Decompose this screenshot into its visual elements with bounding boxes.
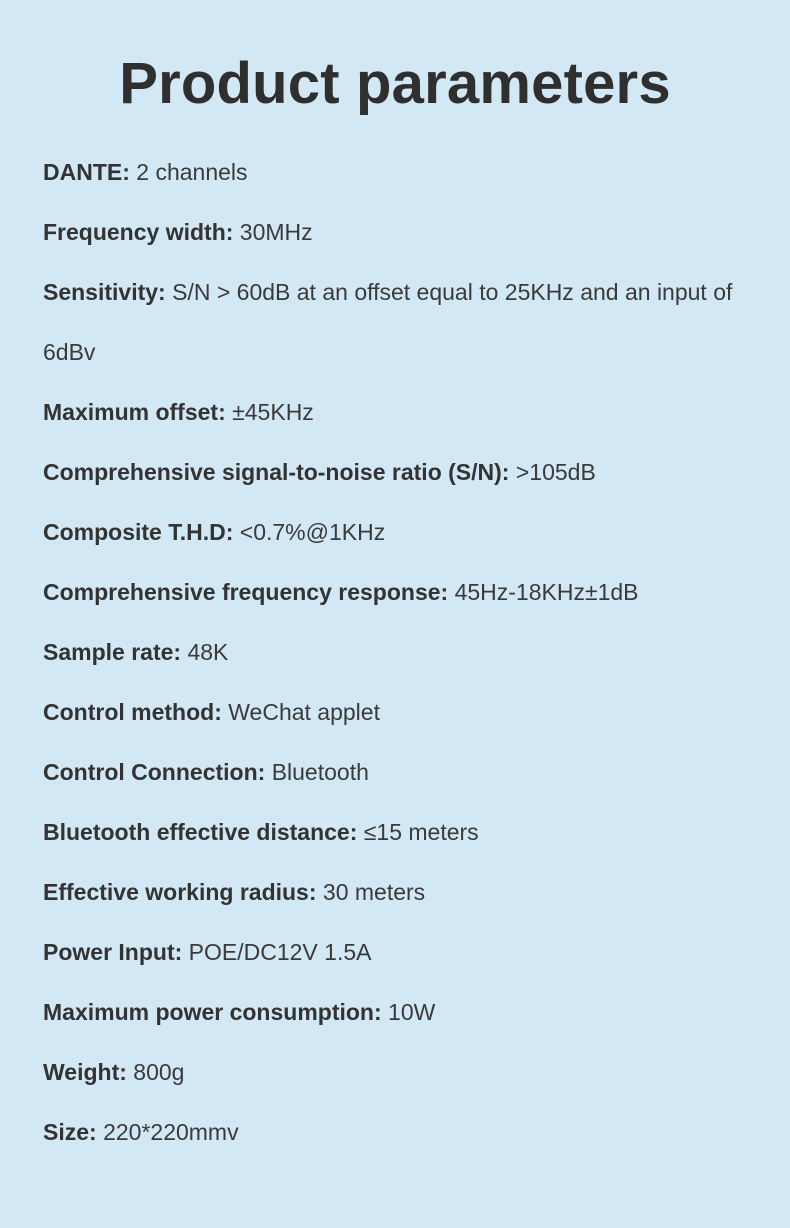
- param-value: 10W: [388, 999, 436, 1025]
- param-label: Weight:: [43, 1059, 127, 1085]
- param-label: Sample rate:: [43, 639, 182, 665]
- parameter-list: [43, 142, 768, 1162]
- param-value: WeChat applet: [228, 699, 380, 725]
- param-value: ±45KHz: [232, 399, 314, 425]
- param-size: [43, 1102, 768, 1162]
- param-frequency-width: [43, 202, 768, 262]
- param-label: Control method:: [43, 699, 222, 725]
- param-frequency-response: [43, 562, 768, 622]
- param-label: Size:: [43, 1119, 97, 1145]
- param-label: Control Connection:: [43, 759, 266, 785]
- param-label: Maximum offset:: [43, 399, 226, 425]
- param-value: >105dB: [515, 459, 596, 485]
- param-value: Bluetooth: [271, 759, 369, 785]
- param-bluetooth-distance: [43, 802, 768, 862]
- param-working-radius: [43, 862, 768, 922]
- param-value: S/N > 60dB at an offset equal to 25KHz and an input of 6dBv: [43, 279, 733, 365]
- param-sample-rate: [43, 622, 768, 682]
- param-power-input: [43, 922, 768, 982]
- param-maximum-offset: [43, 382, 768, 442]
- param-dante: [43, 142, 768, 202]
- param-label: Power Input:: [43, 939, 183, 965]
- param-weight: [43, 1042, 768, 1102]
- param-sensitivity: [43, 262, 768, 382]
- param-label: DANTE:: [43, 159, 130, 185]
- param-label: Frequency width:: [43, 219, 234, 245]
- param-value: 2 channels: [136, 159, 248, 185]
- param-value: 30MHz: [239, 219, 313, 245]
- param-value: 45Hz-18KHz±1dB: [454, 579, 639, 605]
- param-label: Bluetooth effective distance:: [43, 819, 358, 845]
- param-value: 30 meters: [322, 879, 426, 905]
- param-signal-to-noise: [43, 442, 768, 502]
- param-value: POE/DC12V 1.5A: [188, 939, 372, 965]
- param-max-power-consumption: [43, 982, 768, 1042]
- param-label: Sensitivity:: [43, 279, 166, 305]
- param-control-connection: [43, 742, 768, 802]
- param-value: 48K: [187, 639, 229, 665]
- param-label: Comprehensive signal-to-noise ratio (S/N):: [43, 459, 510, 485]
- param-value: 800g: [133, 1059, 185, 1085]
- param-value: <0.7%@1KHz: [239, 519, 386, 545]
- param-label: Comprehensive frequency response:: [43, 579, 449, 605]
- param-value: 220*220mmv: [103, 1119, 239, 1145]
- param-composite-thd: [43, 502, 768, 562]
- param-control-method: [43, 682, 768, 742]
- param-label: Maximum power consumption:: [43, 999, 382, 1025]
- param-label: Effective working radius:: [43, 879, 317, 905]
- param-value: ≤15 meters: [363, 819, 479, 845]
- param-label: Composite T.H.D:: [43, 519, 234, 545]
- page-title: Product parameters: [119, 51, 671, 116]
